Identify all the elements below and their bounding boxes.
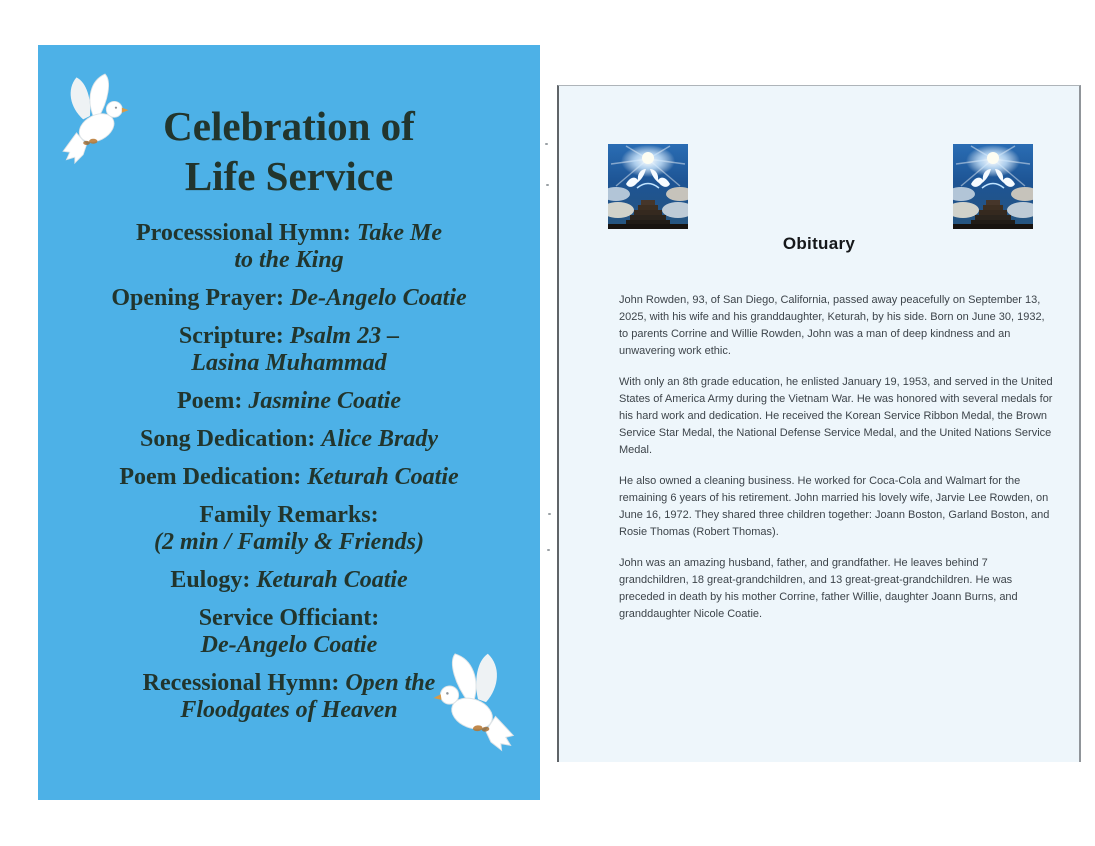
program-label: Eulogy: bbox=[170, 567, 251, 593]
page-title-line1: Celebration of bbox=[163, 103, 415, 149]
program-item-song-dedication bbox=[38, 426, 540, 453]
program-label: Family Remarks: bbox=[199, 502, 379, 528]
program-item-scripture bbox=[38, 323, 540, 377]
celebration-program-page bbox=[38, 45, 540, 800]
program-value: Take Me bbox=[356, 220, 442, 246]
obituary-text bbox=[619, 292, 1053, 637]
program-item-family-remarks bbox=[38, 502, 540, 556]
program-value: Keturah Coatie bbox=[307, 464, 459, 490]
doves-heaven-stairway-image bbox=[608, 144, 688, 229]
obituary-paragraph: John Rowden, 93, of San Diego, California, passed away peacefully on September 13, 2025, with his wife and his granddaughter, Keturah, by his side. Born on June 30, 1932, to parents Corrine and Willie Rowden, John was a man of deep kindness and an unwavering work ethic. bbox=[619, 294, 1045, 357]
page-title-line2: Life Service bbox=[184, 153, 394, 199]
program-label: Processsional Hymn: bbox=[136, 220, 351, 246]
obituary-paragraph: John was an amazing husband, father, and grandfather. He leaves behind 7 grandchildren, 18 great-grandchildren, and 13 great-great-grandchildren. He was preceded in death by his mother Corrine, father Willie, daughter Joann Burns, and granddaughter Nicole Coatie. bbox=[619, 557, 1018, 620]
program-label: Song Dedication: bbox=[139, 426, 316, 452]
obituary-title: Obituary bbox=[782, 234, 856, 253]
program-value-line2: De-Angelo Coatie bbox=[200, 632, 378, 658]
program-value-line2: Lasina Muhammad bbox=[191, 350, 387, 376]
doves-heaven-stairway-image bbox=[953, 144, 1033, 229]
program-label: Recessional Hymn: bbox=[142, 670, 340, 696]
program-item-eulogy bbox=[38, 567, 540, 594]
scan-speck bbox=[548, 513, 551, 515]
program-value: Open the bbox=[345, 670, 436, 696]
scan-speck bbox=[547, 549, 550, 551]
program-value-line2: Floodgates of Heaven bbox=[180, 697, 398, 723]
program-value: De-Angelo Coatie bbox=[289, 285, 467, 311]
white-dove-icon bbox=[58, 63, 142, 175]
scan-speck bbox=[545, 143, 548, 145]
program-label: Scripture: bbox=[178, 323, 284, 349]
program-item-poem-dedication bbox=[38, 464, 540, 491]
obituary-page bbox=[557, 85, 1081, 762]
program-value: Keturah Coatie bbox=[256, 567, 408, 593]
program-label: Poem Dedication: bbox=[119, 464, 302, 490]
scan-speck bbox=[546, 184, 549, 186]
white-dove-icon bbox=[408, 643, 527, 765]
program-label: Opening Prayer: bbox=[111, 285, 284, 311]
obituary-paragraph: He also owned a cleaning business. He worked for Coca-Cola and Walmart for the remaining 6 years of his retirement. John married his lovely wife, Jarvie Lee Rowden, on June 16, 1972. They shared three children together: Joann Boston, Garland Boston, and Rosie Thomas (Robert Thomas). bbox=[619, 475, 1050, 538]
program-value-line2: (2 min / Family & Friends) bbox=[153, 529, 425, 555]
program-label: Poem: bbox=[177, 388, 243, 414]
obituary-paragraph: With only an 8th grade education, he enlisted January 19, 1953, and served in the United States of America Army during the Vietnam War. He was honored with several medals for his hard work and dedication. He received the Korean Service Ribbon Medal, the Brown Service Star Medal, the National Defense Service Medal, and the United Nations Service Medal. bbox=[619, 376, 1053, 456]
program-value: Alice Brady bbox=[321, 426, 438, 452]
program-item-opening-prayer bbox=[38, 285, 540, 312]
program-item-poem bbox=[38, 388, 540, 415]
program-item-processional-hymn bbox=[38, 220, 540, 274]
program-value: Jasmine Coatie bbox=[248, 388, 401, 414]
program-label: Service Officiant: bbox=[198, 605, 380, 631]
program-value: Psalm 23 – bbox=[289, 323, 400, 349]
program-value-line2: to the King bbox=[234, 247, 344, 273]
